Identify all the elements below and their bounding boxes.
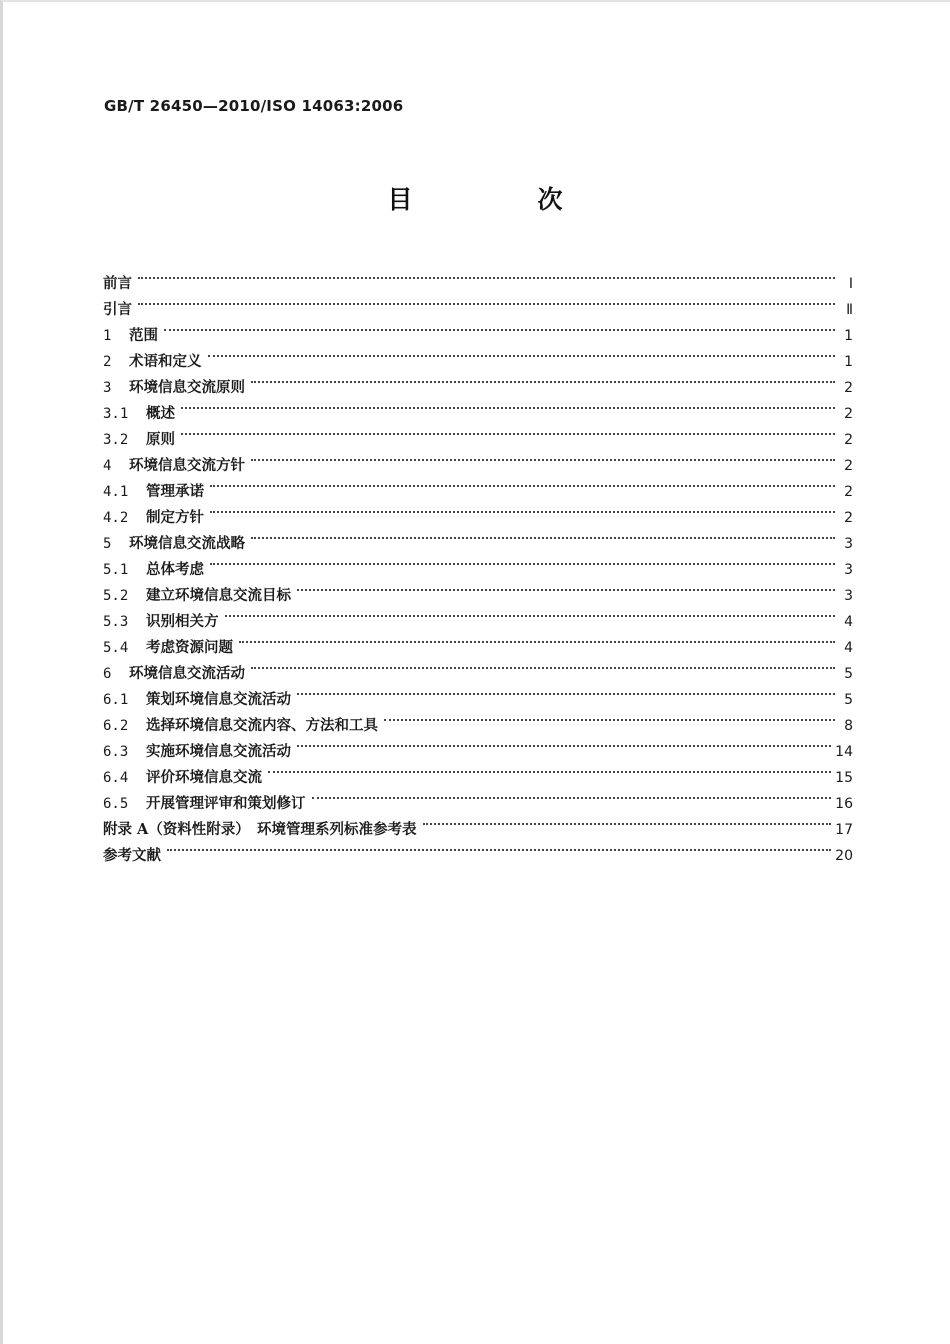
toc-entry-page-number: 2 [844,484,853,500]
toc-entry-page-number: 3 [844,588,853,604]
toc-dot-leader [297,574,839,600]
toc-entry-label: 原则 [146,431,175,448]
toc-dot-leader [210,470,839,496]
toc-entry[interactable] [103,288,853,318]
toc-entry-label: 识别相关方 [146,613,219,630]
toc-dot-leader [251,444,839,470]
toc-entry-page-number: 2 [844,458,853,474]
toc-entry-page-number: 1 [844,328,853,344]
toc-entry-label: 选择环境信息交流内容、方法和工具 [146,717,378,734]
toc-dot-leader [297,678,839,704]
toc-entry-page-number: 4 [844,614,853,630]
toc-entry[interactable] [103,392,853,422]
toc-entry[interactable] [103,834,853,864]
toc-entry-label: 考虑资源问题 [146,639,233,656]
toc-dot-leader [210,548,839,574]
toc-entry-number: 6 [103,666,112,682]
toc-entry-number: 5.2 [103,588,129,604]
toc-entry[interactable] [103,522,853,552]
toc-dot-leader [268,756,835,782]
toc-entry-number: 6.1 [103,692,129,708]
toc-entry-page-number: 17 [835,822,853,838]
toc-entry-page-number: 2 [844,380,853,396]
toc-entry-page-number: 5 [844,692,853,708]
toc-dot-leader [297,730,835,756]
toc-entry[interactable] [103,574,853,604]
toc-dot-leader [164,314,839,340]
toc-entry-page-number: 2 [844,406,853,422]
toc-dot-leader [251,652,839,678]
toc-entry-label: 参考文献 [103,847,161,864]
toc-entry-number: 4 [103,458,112,474]
toc-dot-leader [210,496,839,522]
toc-entry-label: 附录 A（资料性附录） 环境管理系列标准参考表 [103,821,417,838]
toc-entry-label: 环境信息交流方针 [129,457,245,474]
toc-dot-leader [167,834,835,860]
toc-entry-number: 4.2 [103,510,129,526]
toc-entry-label: 环境信息交流活动 [129,665,245,682]
toc-entry-number: 6.2 [103,718,129,734]
toc-entry[interactable] [103,340,853,370]
toc-entry-page-number: Ⅰ [848,276,853,292]
toc-dot-leader [181,392,839,418]
toc-entry-number: 2 [103,354,112,370]
toc-dot-leader [384,704,839,730]
toc-dot-leader [138,262,839,288]
table-of-contents [103,262,853,864]
toc-entry-page-number: 8 [844,718,853,734]
toc-entry-number: 3.1 [103,406,129,422]
toc-dot-leader [181,418,839,444]
toc-entry-number: 1 [103,328,112,344]
toc-entry-label: 总体考虑 [146,561,204,578]
toc-dot-leader [251,522,839,548]
toc-entry-label: 策划环境信息交流活动 [146,691,291,708]
toc-entry[interactable] [103,470,853,500]
toc-entry-page-number: 2 [844,510,853,526]
toc-dot-leader [138,288,839,314]
toc-entry-page-number: 4 [844,640,853,656]
toc-dot-leader [251,366,839,392]
toc-entry-label: 制定方针 [146,509,204,526]
toc-entry[interactable] [103,496,853,526]
standard-code-header: GB/T 26450—2010/ISO 14063:2006 [104,97,404,115]
toc-entry-label: 建立环境信息交流目标 [146,587,291,604]
toc-entry-page-number: 16 [835,796,853,812]
toc-entry-label: 环境信息交流战略 [129,535,245,552]
toc-entry-page-number: 1 [844,354,853,370]
toc-entry[interactable] [103,418,853,448]
toc-dot-leader [208,340,840,366]
toc-entry-label: 评价环境信息交流 [146,769,262,786]
toc-entry-page-number: 20 [835,848,853,864]
toc-entry-number: 5 [103,536,112,552]
toc-entry-number: 5.1 [103,562,129,578]
toc-entry-number: 6.3 [103,744,129,760]
toc-dot-leader [423,808,836,834]
toc-entry-label: 术语和定义 [129,353,202,370]
toc-entry-number: 6.4 [103,770,129,786]
page-title: 目 次 [387,185,613,214]
toc-dot-leader [312,782,836,808]
toc-entry[interactable] [103,548,853,578]
toc-entry-number: 3.2 [103,432,129,448]
toc-entry-number: 3 [103,380,112,396]
toc-entry-label: 实施环境信息交流活动 [146,743,291,760]
toc-entry-label: 概述 [146,405,175,422]
toc-entry-label: 开展管理评审和策划修订 [146,795,306,812]
toc-entry-page-number: 2 [844,432,853,448]
toc-entry-number: 5.3 [103,614,129,630]
toc-entry-label: 范围 [129,327,158,344]
toc-entry-number: 6.5 [103,796,129,812]
toc-entry-label: 管理承诺 [146,483,204,500]
toc-entry-page-number: 5 [844,666,853,682]
toc-entry-page-number: 14 [835,744,853,760]
toc-entry-page-number: Ⅱ [846,302,853,318]
toc-entry[interactable] [103,444,853,474]
toc-entry-page-number: 3 [844,562,853,578]
toc-dot-leader [239,626,839,652]
toc-entry[interactable] [103,262,853,292]
toc-entry-label: 前言 [103,275,132,292]
toc-entry[interactable] [103,366,853,396]
toc-entry-number: 4.1 [103,484,129,500]
toc-entry-page-number: 3 [844,536,853,552]
toc-entry-label: 环境信息交流原则 [129,379,245,396]
toc-entry-label: 引言 [103,301,132,318]
toc-entry-number: 5.4 [103,640,129,656]
toc-dot-leader [225,600,840,626]
toc-entry[interactable] [103,314,853,344]
toc-entry-page-number: 15 [835,770,853,786]
